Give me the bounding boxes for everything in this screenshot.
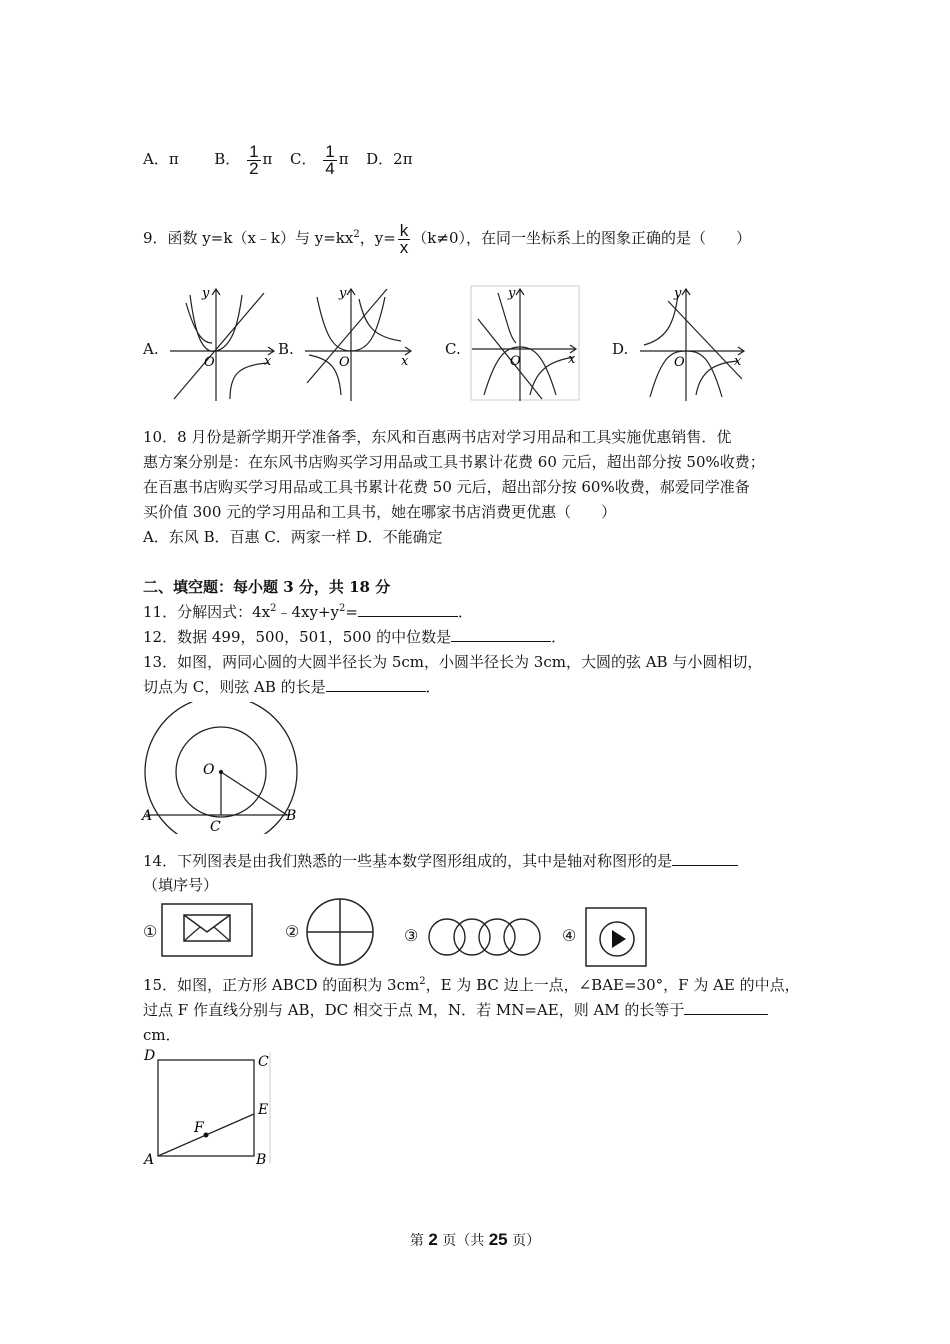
q15-label-b: B bbox=[256, 1152, 267, 1168]
q11-superscript-1: 2 bbox=[270, 603, 277, 614]
q13-label-o: O bbox=[203, 762, 215, 778]
q14-crossed-circle-figure bbox=[304, 896, 376, 968]
q13-end: ． bbox=[425, 678, 441, 696]
q14-text: 14．下列图表是由我们熟悉的一些基本数学图形组成的，其中是轴对称图形的是 bbox=[143, 852, 673, 870]
q9-a-axis-x: x bbox=[264, 354, 272, 369]
q9-graph-b bbox=[303, 285, 415, 403]
q9-a-origin: O bbox=[204, 355, 215, 370]
q8-option-b-label: B． bbox=[214, 150, 241, 168]
q9-label-c: C. bbox=[445, 340, 461, 358]
q9-b-axis-x: x bbox=[401, 354, 409, 369]
q9-stem bbox=[143, 218, 751, 256]
envelope-icon bbox=[184, 915, 230, 941]
q13-line-1: 13．如图，两同心圆的大圆半径长为 5cm，小圆半径长为 3cm，大圆的弦 AB 与小圆相切， bbox=[143, 653, 763, 671]
q8-options bbox=[143, 142, 413, 177]
q12-answer-blank[interactable] bbox=[451, 627, 551, 642]
q8-option-c-label: C． bbox=[289, 150, 317, 168]
q11-superscript-2: 2 bbox=[339, 603, 346, 614]
q13-answer-blank[interactable] bbox=[326, 677, 426, 692]
q13-line-2 bbox=[143, 676, 441, 697]
q15-text-2: 过点 F 作直线分别与 AB，DC 相交于点 M，N．若 MN=AE，则 AM 的长等于 bbox=[143, 1001, 685, 1019]
q9-graph-a bbox=[168, 285, 278, 403]
q15-line-1 bbox=[143, 974, 800, 995]
q14-mark-2: ② bbox=[285, 922, 300, 941]
q9-fraction: $\frac{k}{x}$ bbox=[399, 220, 409, 257]
q12-text: 12．数据 499，500，501，500 的中位数是 bbox=[143, 628, 452, 646]
q11-end: ． bbox=[457, 603, 473, 621]
q8-option-c-pi: π bbox=[338, 150, 349, 168]
q9-d-origin: O bbox=[674, 355, 685, 370]
q15-line-3: cm． bbox=[143, 1026, 181, 1044]
q15-text-suffix: ，E 为 BC 边上一点，∠BAE=30°，F 为 AE 的中点， bbox=[425, 976, 800, 994]
q8-option-b-pi: π bbox=[262, 150, 273, 168]
q9-superscript: 2 bbox=[353, 229, 360, 240]
q13-label-a: A bbox=[142, 808, 153, 824]
q11-text-mid: ﹣4xy+y bbox=[276, 603, 339, 621]
q15-answer-blank[interactable] bbox=[684, 1000, 768, 1015]
q15-square-figure bbox=[140, 1046, 276, 1168]
q10-line-4: 买价值 300 元的学习用品和工具书，她在哪家书店消费更优惠（ ） bbox=[143, 503, 617, 521]
q15-text-prefix: 15．如图，正方形 ABCD 的面积为 3cm bbox=[143, 976, 420, 994]
q11-answer-blank[interactable] bbox=[358, 602, 458, 617]
q14-mark-3: ③ bbox=[404, 926, 419, 945]
q15-line-2 bbox=[143, 999, 768, 1020]
q9-c-axis-y: y bbox=[508, 286, 516, 301]
q9-a-axis-y: y bbox=[202, 286, 210, 301]
q15-label-d: D bbox=[144, 1048, 156, 1064]
q9-b-origin: O bbox=[339, 355, 350, 370]
q11 bbox=[143, 601, 473, 622]
q13-label-b: B bbox=[286, 808, 297, 824]
q9-b-axis-y: y bbox=[339, 286, 347, 301]
q14-four-rings-figure bbox=[426, 914, 544, 960]
q14-line-2: （填序号） bbox=[143, 876, 219, 894]
q9-label-d: D. bbox=[612, 340, 629, 358]
q10-options: A．东风 B．百惠 C．两家一样 D．不能确定 bbox=[143, 528, 443, 546]
q9-c-origin: O bbox=[510, 354, 521, 369]
q14-mark-1: ① bbox=[143, 922, 158, 941]
footer-mid: 页（共 bbox=[437, 1233, 489, 1249]
q11-text-prefix: 11．分解因式：4x bbox=[143, 603, 271, 621]
q14-line-1 bbox=[143, 850, 738, 871]
q9-label-a: A. bbox=[143, 340, 159, 358]
q13-center-point bbox=[219, 770, 223, 774]
q15-label-e: E bbox=[258, 1102, 269, 1118]
q9-text-prefix: 9．函数 y=k（x﹣k）与 y=kx bbox=[143, 229, 354, 247]
section-2-title: 二、填空题：每小题 3 分，共 18 分 bbox=[143, 578, 391, 596]
q15-label-c: C bbox=[258, 1054, 269, 1070]
q8-option-c-fraction: $\frac{1}{4}$ bbox=[325, 141, 335, 178]
q11-text-equals: = bbox=[345, 603, 358, 621]
q9-c-axis-x: x bbox=[568, 352, 576, 367]
q9-d-axis-x: x bbox=[734, 354, 742, 369]
q13-label-c: C bbox=[210, 819, 221, 834]
q12 bbox=[143, 626, 566, 647]
q13-text: 切点为 C，则弦 AB 的长是 bbox=[143, 678, 326, 696]
q14-answer-blank[interactable] bbox=[672, 851, 738, 866]
q13-concentric-circles-figure bbox=[140, 702, 302, 834]
footer-page-number: 2 bbox=[428, 1230, 438, 1249]
q15-superscript: 2 bbox=[419, 976, 426, 987]
footer-total-pages: 25 bbox=[488, 1230, 508, 1249]
q8-option-b-fraction: $\frac{1}{2}$ bbox=[249, 141, 259, 178]
q10-line-1: 10．8 月份是新学期开学准备季，东风和百惠两书店对学习用品和工具实施优惠销售．优 bbox=[143, 428, 732, 446]
q15-label-f: F bbox=[194, 1120, 204, 1136]
q9-text-suffix: （k≠0），在同一坐标系上的图象正确的是（ ） bbox=[412, 229, 751, 247]
q15-square-abcd bbox=[158, 1060, 254, 1156]
q9-graph-d bbox=[638, 285, 748, 403]
q9-d-axis-y: y bbox=[674, 286, 682, 301]
q8-option-d: D．2π bbox=[366, 150, 413, 168]
page-footer bbox=[0, 1230, 950, 1250]
q10-line-3: 在百惠书店购买学习用品或工具书累计花费 50 元后，超出部分按 60%收费，郝爱同学准备 bbox=[143, 478, 750, 496]
q15-point-f bbox=[204, 1133, 209, 1138]
footer-pre: 第 bbox=[409, 1233, 429, 1249]
q10-line-2: 惠方案分别是：在东风书店购买学习用品或工具书累计花费 60 元后，超出部分按 50%收费； bbox=[143, 453, 765, 471]
q14-play-button-figure bbox=[584, 906, 650, 968]
q9-graph-c bbox=[470, 285, 582, 403]
q13-radius-ob bbox=[221, 772, 287, 815]
footer-post: 页） bbox=[507, 1233, 541, 1249]
q14-envelope-figure bbox=[160, 902, 256, 958]
q8-option-a: A．π bbox=[143, 150, 179, 168]
q12-end: ． bbox=[551, 628, 567, 646]
q9-label-b: B. bbox=[278, 340, 294, 358]
q14-mark-4: ④ bbox=[562, 926, 577, 945]
q9-text-mid: ，y= bbox=[359, 229, 396, 247]
q15-label-a: A bbox=[144, 1152, 155, 1168]
